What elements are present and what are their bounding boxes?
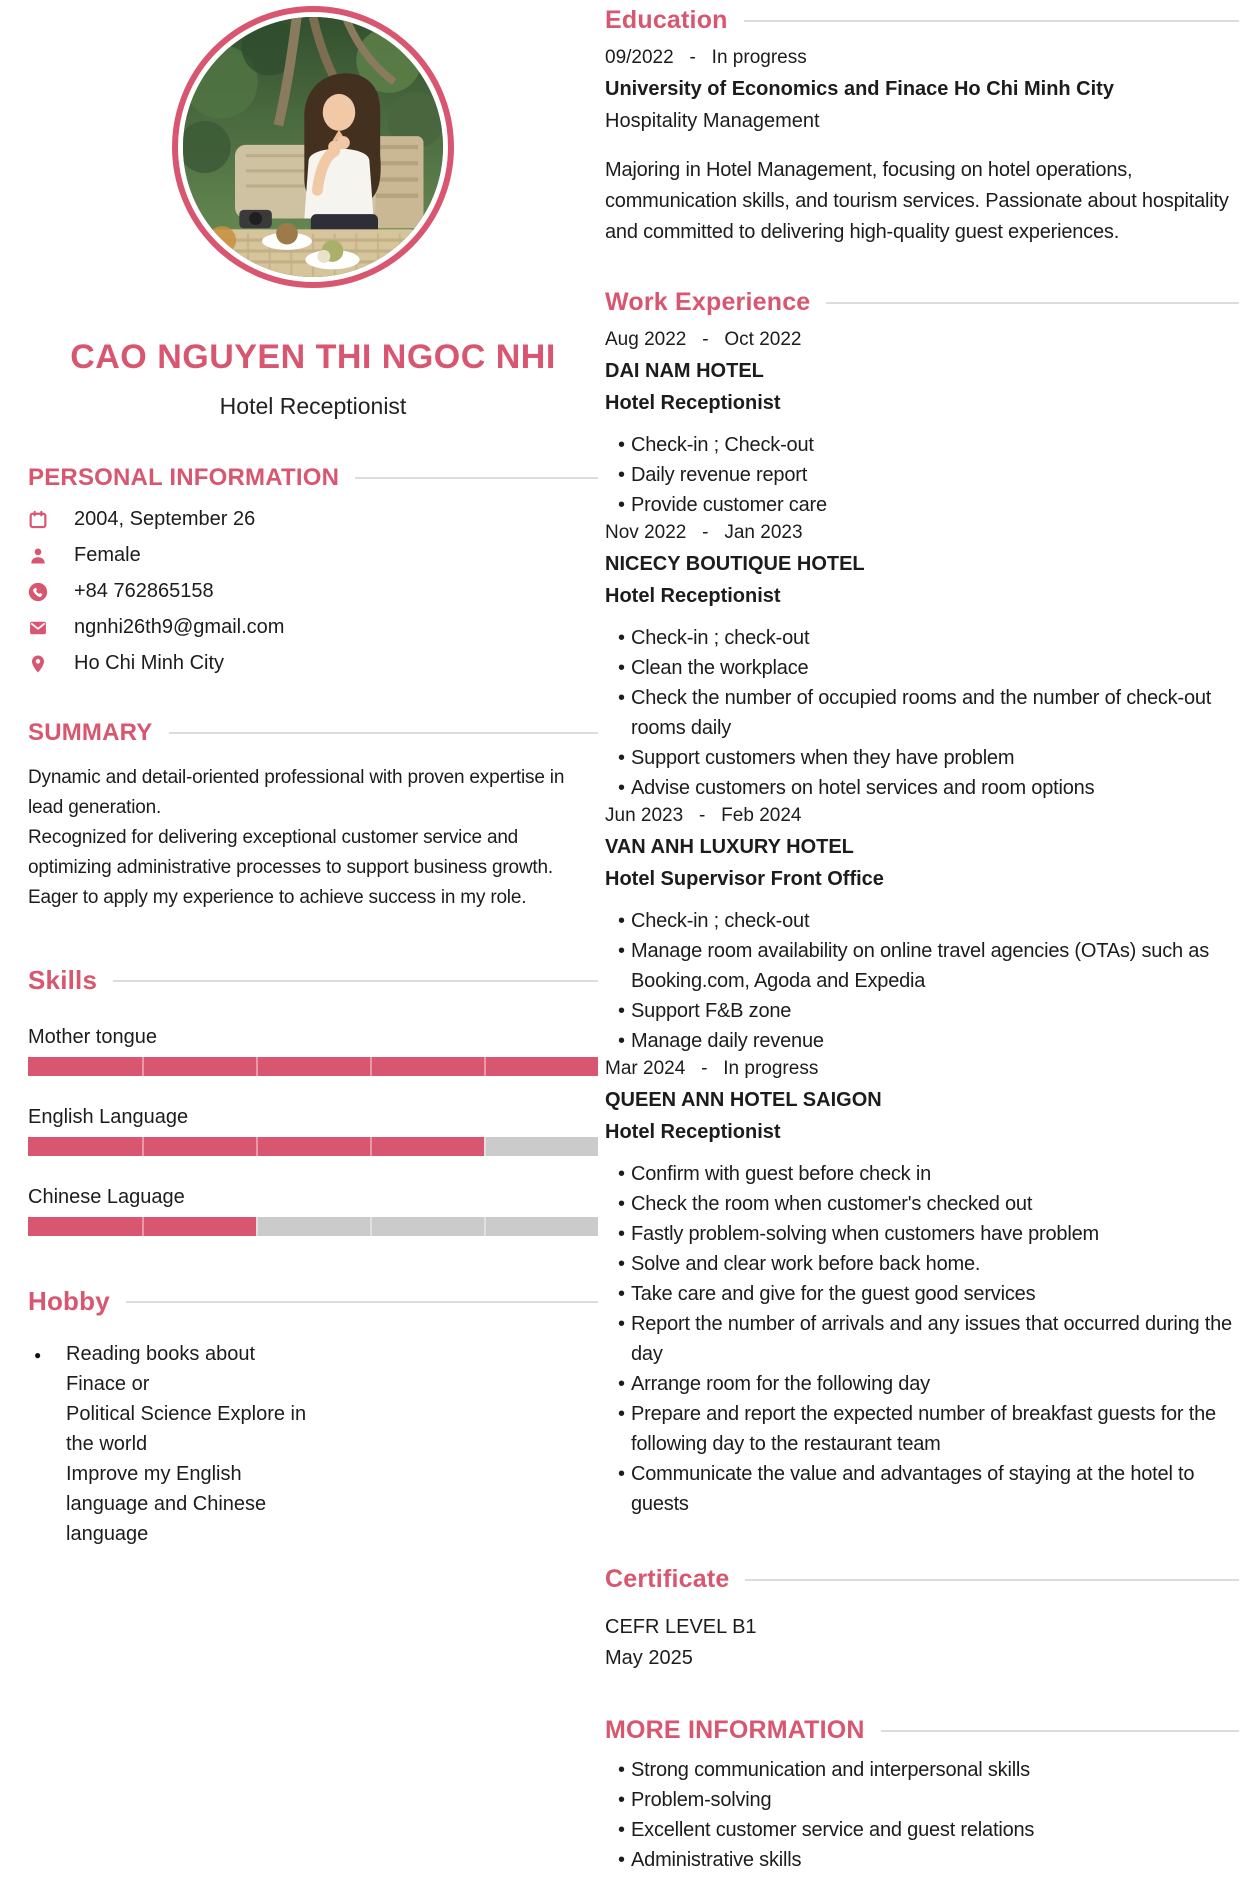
skill-bar-fill	[28, 1057, 598, 1076]
job-role: Hotel Supervisor Front Office	[605, 868, 884, 890]
skill-bar	[28, 1137, 598, 1156]
summary-heading: SUMMARY	[28, 719, 598, 747]
skill-bar-divider	[256, 1217, 258, 1236]
job-duty: • Communicate the value and advantages of staying at the hotel to guests	[605, 1459, 1239, 1519]
skill-item	[28, 1186, 598, 1236]
education-period: 09/2022 - In progress	[605, 47, 807, 68]
location-row	[28, 652, 598, 675]
skill-bar-divider	[142, 1137, 144, 1156]
job-duty: • Daily revenue report	[605, 460, 1239, 490]
email-row	[28, 616, 598, 639]
job-company: DAI NAM HOTEL	[605, 360, 764, 382]
heading-rule	[745, 1579, 1239, 1581]
job-duty: • Check-in ; Check-out	[605, 430, 1239, 460]
right-column	[605, 0, 1239, 1875]
birthdate-row	[28, 508, 598, 531]
hobby-line: ● Reading books about	[66, 1343, 256, 1365]
job-duty: • Manage room availability on online travel agencies (OTAs) such as Booking.com, Agoda and Expedia	[605, 936, 1239, 996]
summary-line: Recognized for delivering exceptional customer service and optimizing administrative processes to support business growth.	[28, 827, 553, 878]
profile-photo-illustration	[183, 17, 443, 277]
job-role: Hotel Receptionist	[605, 585, 781, 607]
job-duty: • Fastly problem-solving when customers have problem	[605, 1219, 1239, 1249]
work-experience-section	[605, 288, 1239, 1519]
job-period: Jun 2023 - Feb 2024	[605, 805, 802, 826]
skill-bar-divider	[142, 1217, 144, 1236]
job-period: Nov 2022 - Jan 2023	[605, 522, 803, 543]
job-duty: • Advise customers on hotel services and room options	[605, 773, 1239, 803]
hobby-line: the world	[66, 1433, 148, 1455]
more-information-item: • Administrative skills	[605, 1845, 1239, 1875]
job-duty: • Check the room when customer's checked out	[605, 1189, 1239, 1219]
heading-rule	[169, 732, 598, 734]
job-duty: • Clean the workplace	[605, 653, 1239, 683]
skill-bar-divider	[142, 1057, 144, 1076]
job-entry	[605, 1058, 1239, 1519]
skill-label: Mother tongue	[28, 1026, 157, 1048]
phone-row	[28, 580, 598, 603]
skill-bar-divider	[484, 1217, 486, 1236]
heading-rule	[126, 1301, 598, 1303]
more-information-item: • Problem-solving	[605, 1785, 1239, 1815]
hobby-section	[28, 1286, 598, 1549]
summary-line: Eager to apply my experience to achieve success in my role.	[28, 887, 527, 908]
hobby-line: Improve my English	[66, 1463, 242, 1485]
job-entry	[605, 805, 1239, 1056]
skill-bar-divider	[370, 1137, 372, 1156]
job-duty: • Take care and give for the guest good services	[605, 1279, 1239, 1309]
hobby-line: Finace or	[66, 1373, 150, 1395]
more-information-list	[605, 1755, 1239, 1875]
certificate-heading: Certificate	[605, 1565, 1239, 1594]
skill-bar-divider	[484, 1057, 486, 1076]
hobby-line: Political Science Explore in	[66, 1403, 307, 1425]
heading-rule	[113, 980, 598, 982]
certificate-name: CEFR LEVEL B1	[605, 1616, 757, 1638]
job-duty: • Arrange room for the following day	[605, 1369, 1239, 1399]
left-column	[28, 0, 598, 1549]
job-entry	[605, 522, 1239, 803]
hobby-heading: Hobby	[28, 1286, 598, 1317]
location-value: Ho Chi Minh City	[74, 652, 225, 674]
profile-title: Hotel Receptionist	[219, 393, 407, 419]
location-icon	[28, 654, 48, 674]
hobby-list	[28, 1339, 598, 1549]
job-duty: • Report the number of arrivals and any issues that occurred during the day	[605, 1309, 1239, 1369]
more-information-item: • Excellent customer service and guest relations	[605, 1815, 1239, 1845]
profile-name: CAO NGUYEN THI NGOC NHI	[70, 338, 556, 376]
hobby-line: language and Chinese	[66, 1493, 267, 1515]
education-major: Hospitality Management	[605, 110, 820, 132]
certificate-date: May 2025	[605, 1647, 693, 1669]
job-duties	[605, 1159, 1239, 1519]
skill-bar	[28, 1057, 598, 1076]
education-heading: Education	[605, 6, 1239, 35]
job-duty: • Support F&B zone	[605, 996, 1239, 1026]
job-duty: • Prepare and report the expected number of breakfast guests for the following day to the restaurant team	[605, 1399, 1239, 1459]
email-icon	[28, 618, 48, 638]
skill-label: English Language	[28, 1106, 189, 1128]
skill-bar-divider	[370, 1217, 372, 1236]
skill-bar-divider	[484, 1137, 486, 1156]
job-entry	[605, 329, 1239, 520]
job-duty: • Manage daily revenue	[605, 1026, 1239, 1056]
job-duties	[605, 430, 1239, 520]
summary-text	[28, 763, 598, 913]
job-role: Hotel Receptionist	[605, 392, 781, 414]
skill-bar-divider	[370, 1057, 372, 1076]
person-icon	[28, 546, 48, 566]
job-duty: • Check the number of occupied rooms and the number of check-out rooms daily	[605, 683, 1239, 743]
calendar-icon	[28, 510, 48, 530]
phone-icon	[28, 582, 48, 602]
more-information-heading: MORE INFORMATION	[605, 1716, 1239, 1745]
education-section	[605, 6, 1239, 248]
job-period: Mar 2024 - In progress	[605, 1058, 819, 1079]
skill-bar-divider	[256, 1137, 258, 1156]
personal-info-heading: PERSONAL INFORMATION	[28, 464, 598, 492]
work-experience-heading: Work Experience	[605, 288, 1239, 317]
summary-line: Dynamic and detail-oriented professional with proven expertise in lead generation.	[28, 767, 565, 818]
skill-item	[28, 1106, 598, 1156]
skill-bar	[28, 1217, 598, 1236]
job-duty: • Solve and clear work before back home.	[605, 1249, 1239, 1279]
gender-row	[28, 544, 598, 567]
summary-section	[28, 719, 598, 913]
job-company: VAN ANH LUXURY HOTEL	[605, 836, 854, 858]
birthdate-value: 2004, September 26	[74, 508, 256, 530]
hobby-line: language	[66, 1523, 149, 1545]
skill-item	[28, 1026, 598, 1076]
certificate-section	[605, 1565, 1239, 1670]
skill-label: Chinese Laguage	[28, 1186, 185, 1208]
job-duty: • Check-in ; check-out	[605, 623, 1239, 653]
personal-info-list	[28, 508, 598, 675]
heading-rule	[744, 20, 1239, 22]
job-duty: • Confirm with guest before check in	[605, 1159, 1239, 1189]
more-information-item: • Strong communication and interpersonal skills	[605, 1755, 1239, 1785]
job-duty: • Support customers when they have problem	[605, 743, 1239, 773]
job-duties	[605, 906, 1239, 1056]
personal-info-section	[28, 464, 598, 675]
skill-bar-divider	[256, 1057, 258, 1076]
phone-value: +84 762865158	[74, 580, 214, 602]
skills-heading: Skills	[28, 965, 598, 996]
gender-value: Female	[74, 544, 141, 566]
heading-rule	[355, 477, 598, 479]
heading-rule	[826, 302, 1239, 304]
job-duty: • Check-in ; check-out	[605, 906, 1239, 936]
job-company: NICECY BOUTIQUE HOTEL	[605, 553, 865, 575]
education-description: Majoring in Hotel Management, focusing on hotel operations, communication skills, and tourism services. Passionate about hospitality and committed to delivering high-quality guest experiences.	[605, 159, 1229, 243]
skills-section	[28, 965, 598, 1236]
email-value: ngnhi26th9@gmail.com	[74, 616, 285, 638]
job-role: Hotel Receptionist	[605, 1121, 781, 1143]
education-school: University of Economics and Finace Ho Chi Minh City	[605, 78, 1114, 100]
heading-rule	[881, 1730, 1239, 1732]
job-period: Aug 2022 - Oct 2022	[605, 329, 802, 350]
job-duties	[605, 623, 1239, 803]
profile-photo	[172, 6, 454, 288]
hobby-item	[28, 1339, 598, 1549]
job-company: QUEEN ANN HOTEL SAIGON	[605, 1089, 882, 1111]
more-information-section	[605, 1716, 1239, 1875]
job-duty: • Provide customer care	[605, 490, 1239, 520]
